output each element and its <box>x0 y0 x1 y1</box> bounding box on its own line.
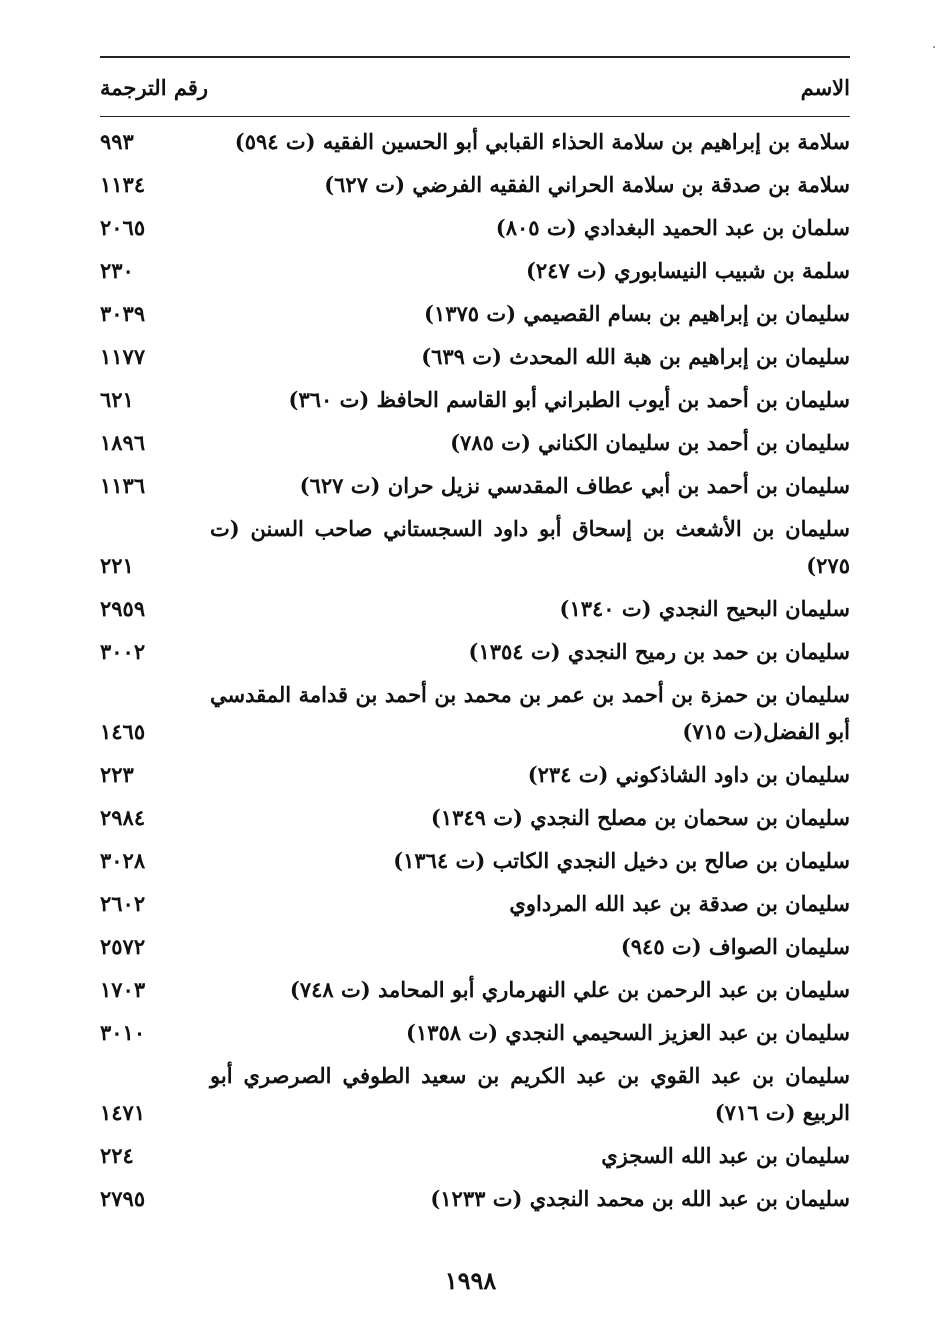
entry-number: ٢٠٦٥ <box>100 215 146 240</box>
index-entry <box>100 381 850 418</box>
index-entry <box>100 842 850 879</box>
index-entry <box>100 123 850 160</box>
entry-number: ٢٥٧٢ <box>100 934 146 959</box>
index-entry <box>100 885 850 922</box>
entry-name: سليمان بن أحمد بن سليمان الكناني (ت ٧٨٥) <box>450 430 850 455</box>
index-entry <box>100 1014 850 1051</box>
entry-number: ٢٢١ <box>100 553 134 578</box>
entry-number: ١١٣٤ <box>100 172 146 197</box>
index-entry <box>100 799 850 836</box>
entry-name: سلمان بن عبد الحميد البغدادي (ت ٨٠٥) <box>495 215 850 240</box>
entry-number: ٩٩٣ <box>100 129 134 154</box>
entry-number: ٢٢٤ <box>100 1143 134 1168</box>
entry-name: سليمان بن حمزة بن أحمد بن عمر بن محمد بن أحمد بن قدامة المقدسي أبو الفضل(ت ٧١٥) <box>210 682 850 744</box>
entry-name: سليمان بن عبد العزيز السحيمي النجدي (ت ١٣٥٨) <box>406 1020 850 1045</box>
entry-name: سليمان بن عبد الرحمن بن علي النهرماري أبو المحامد (ت ٧٤٨) <box>289 977 850 1002</box>
entry-number: ٢٩٥٩ <box>100 596 146 621</box>
entry-name: سليمان بن أحمد بن أبي عطاف المقدسي نزيل حران (ت ٦٢٧) <box>299 473 850 498</box>
entry-number: ١٤٧١ <box>100 1100 146 1125</box>
index-entry <box>100 590 850 627</box>
number-column-header: رقم الترجمة <box>100 74 209 100</box>
entry-number: ٣٠٣٩ <box>100 301 146 326</box>
entry-number: ١٧٠٣ <box>100 977 146 1002</box>
table-header <box>100 58 850 116</box>
index-entry <box>100 1137 850 1174</box>
index-entry <box>100 467 850 504</box>
entry-number: ١١٣٦ <box>100 473 146 498</box>
entry-name: سليمان بن سحمان بن مصلح النجدي (ت ١٣٤٩) <box>430 805 850 830</box>
entry-name: سلامة بن إبراهيم بن سلامة الحذاء القبابي أبو الحسين الفقيه (ت ٥٩٤) <box>234 129 850 154</box>
entry-number: ١٨٩٦ <box>100 430 146 455</box>
entry-name: سليمان بن إبراهيم بن هبة الله المحدث (ت ٦٣٩) <box>421 344 850 369</box>
index-entry <box>100 166 850 203</box>
entry-name: سليمان بن حمد بن رميح النجدي (ت ١٣٥٤) <box>468 639 850 664</box>
entry-name: سليمان بن عبد القوي بن عبد الكريم بن سعيد الطوفي الصرصري أبو الربيع (ت ٧١٦) <box>210 1063 850 1125</box>
index-entry <box>100 209 850 246</box>
margin-dot <box>933 46 935 48</box>
entry-number: ٢٦٠٢ <box>100 891 146 916</box>
index-entry <box>100 252 850 289</box>
entry-name: سليمان بن صدقة بن عبد الله المرداوي <box>509 891 850 916</box>
index-entry <box>100 295 850 332</box>
entry-name: سليمان بن أحمد بن أيوب الطبراني أبو القاسم الحافظ (ت ٣٦٠) <box>288 387 850 412</box>
entry-number: ٣٠٢٨ <box>100 848 146 873</box>
entry-name: سليمان بن عبد الله بن محمد النجدي (ت ١٢٣٣) <box>430 1186 850 1211</box>
entry-name: سليمان بن عبد الله السجزي <box>601 1143 850 1168</box>
entry-number: ٢٢٣ <box>100 762 134 787</box>
index-entry <box>100 1180 850 1217</box>
entry-number: ٦٢١ <box>100 387 134 412</box>
entry-number: ٣٠٠٢ <box>100 639 146 664</box>
entry-name: سليمان الصواف (ت ٩٤٥) <box>620 934 850 959</box>
entry-name: سليمان بن إبراهيم بن بسام القصيمي (ت ١٣٧٥) <box>424 301 850 326</box>
entry-name: سليمان بن الأشعث بن إسحاق أبو داود السجستاني صاحب السنن (ت ٢٧٥) <box>210 516 850 578</box>
index-entry <box>100 1057 850 1131</box>
index-entry <box>100 424 850 461</box>
name-column-header: الاسم <box>800 74 850 100</box>
entry-number: ٢٧٩٥ <box>100 1186 146 1211</box>
entry-name: سليمان بن داود الشاذكوني (ت ٢٣٤) <box>527 762 850 787</box>
entry-number: ١٤٦٥ <box>100 719 146 744</box>
index-entry <box>100 633 850 670</box>
index-page <box>100 56 850 1223</box>
entry-number: ٢٩٨٤ <box>100 805 146 830</box>
entry-number: ١١٧٧ <box>100 344 146 369</box>
entry-name: سلمة بن شبيب النيسابوري (ت ٢٤٧) <box>525 258 850 283</box>
index-entry <box>100 971 850 1008</box>
index-entry <box>100 928 850 965</box>
index-entry <box>100 338 850 375</box>
index-entry <box>100 756 850 793</box>
index-entry <box>100 676 850 750</box>
entry-number: ٢٣٠ <box>100 258 134 283</box>
entry-name: سلامة بن صدقة بن سلامة الحراني الفقيه الفرضي (ت ٦٢٧) <box>324 172 850 197</box>
page-number: ١٩٩٨ <box>444 1266 497 1295</box>
entry-name: سليمان بن صالح بن دخيل النجدي الكاتب (ت ١٣٦٤) <box>393 848 850 873</box>
entry-name: سليمان البحيح النجدي (ت ١٣٤٠) <box>559 596 850 621</box>
header-rule <box>100 116 850 117</box>
index-entry <box>100 510 850 584</box>
entry-number: ٣٠١٠ <box>100 1020 146 1045</box>
